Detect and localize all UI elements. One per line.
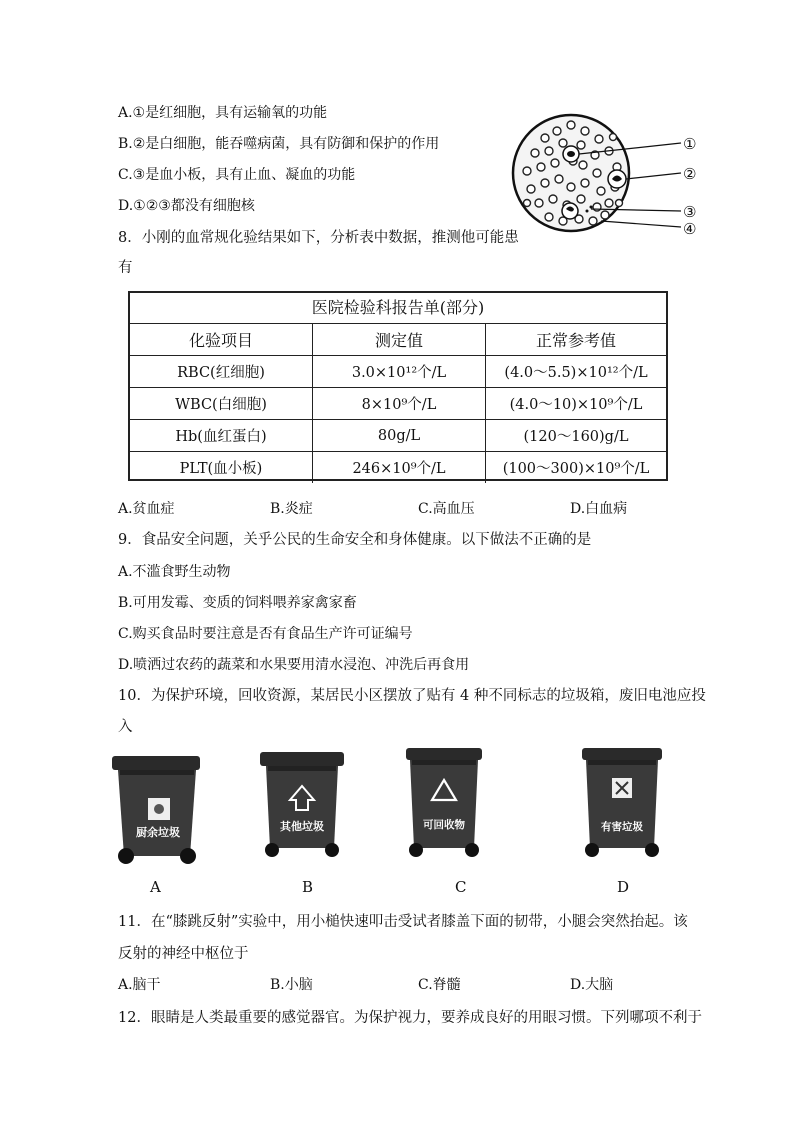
cell-item: RBC(红细胞): [130, 356, 313, 388]
report-title: 医院检验科报告单(部分): [130, 293, 666, 324]
bin-letter-a: A: [150, 878, 161, 896]
cell-item: Hb(血红蛋白): [130, 420, 313, 452]
q10-stem-line2: 入: [118, 719, 133, 735]
q8-stem-line1: 8．小刚的血常规化验结果如下，分析表中数据，推测他可能患: [118, 230, 519, 246]
q9-option-a: A.不滥食野生动物: [118, 564, 231, 580]
bin-letter-c: C: [455, 878, 467, 896]
bin-letter-d: D: [617, 878, 630, 896]
cell-reference: (120～160)g/L: [486, 420, 667, 452]
bin-hazardous: [582, 748, 682, 893]
q11-stem-line1: 11．在“膝跳反射”实验中，用小槌快速叩击受试者膝盖下面的韧带，小腿会突然抬起。该: [118, 914, 688, 930]
cell-reference: (4.0～5.5)×10¹²个/L: [486, 356, 667, 388]
trash-bin-icon: [582, 748, 682, 873]
q9-stem: 9．食品安全问题，关乎公民的生命安全和身体健康。以下做法不正确的是: [118, 532, 592, 548]
q7-option-d: D.①②③都没有细胞核: [118, 198, 255, 214]
bin-label: 有害垃圾: [601, 821, 643, 833]
cell-measured: 3.0×10¹²个/L: [313, 356, 486, 388]
lab-report-table: [128, 291, 668, 481]
trash-bin-icon: [108, 748, 208, 873]
q8-option-a: A.贫血症: [118, 501, 175, 517]
q8-stem-line2: 有: [118, 260, 133, 276]
bin-label: 其他垃圾: [280, 820, 324, 833]
q12-stem: 12．眼睛是人类最重要的感觉器官。为保护视力，要养成良好的用眼习惯。下列哪项不利于: [118, 1010, 702, 1026]
table-row: [130, 356, 666, 388]
q8-option-b: B.炎症: [270, 501, 313, 517]
bin-letter-b: B: [302, 878, 314, 896]
q11-option-c: C.脊髓: [418, 977, 461, 993]
label-3: ③: [683, 203, 697, 221]
q7-option-a: A.①是红细胞，具有运输氧的功能: [118, 105, 328, 121]
table-row: [130, 420, 666, 452]
label-1: ①: [683, 135, 697, 153]
q8-option-c: C.高血压: [418, 501, 475, 517]
cell-measured: 246×10⁹个/L: [313, 452, 486, 484]
q11-option-b: B.小脑: [270, 977, 313, 993]
table-row: [130, 388, 666, 420]
cell-measured: 8×10⁹个/L: [313, 388, 486, 420]
blood-cell-figure: [505, 103, 705, 248]
q9-option-b: B.可用发霉、变质的饲料喂养家禽家畜: [118, 595, 357, 611]
bin-recyclable: [406, 748, 506, 893]
cell-item: PLT(血小板): [130, 452, 313, 484]
q11-option-a: A.脑干: [118, 977, 161, 993]
q9-option-c: C.购买食品时要注意是否有食品生产许可证编号: [118, 626, 413, 642]
cell-reference: (4.0～10)×10⁹个/L: [486, 388, 667, 420]
header-item: 化验项目: [130, 324, 313, 356]
cell-measured: 80g/L: [313, 420, 486, 452]
bin-label: 可回收物: [423, 819, 465, 831]
q7-option-b: B.②是白细胞，能吞噬病菌，具有防御和保护的作用: [118, 136, 440, 152]
q7-option-c: C.③是血小板，具有止血、凝血的功能: [118, 167, 356, 183]
trash-bin-icon: [406, 748, 506, 873]
blood-smear-illustration: [505, 103, 705, 248]
label-2: ②: [683, 165, 697, 183]
q11-stem-line2: 反射的神经中枢位于: [118, 946, 249, 962]
q9-option-d: D.喷洒过农药的蔬菜和水果要用清水浸泡、冲洗后再食用: [118, 657, 470, 673]
table-header-row: [130, 324, 666, 356]
bin-kitchen-waste: [108, 748, 208, 893]
cell-item: WBC(白细胞): [130, 388, 313, 420]
q8-option-d: D.白血病: [570, 501, 628, 517]
trash-bin-icon: [254, 748, 354, 873]
cell-reference: (100～300)×10⁹个/L: [502, 461, 650, 477]
q11-option-d: D.大脑: [570, 977, 614, 993]
bin-label: 厨余垃圾: [136, 826, 180, 839]
label-4: ④: [683, 220, 697, 238]
q10-stem-line1: 10．为保护环境，回收资源，某居民小区摆放了贴有 4 种不同标志的垃圾箱，废旧电池应投: [118, 688, 706, 704]
table-row: [130, 452, 666, 484]
bin-other-waste: [254, 748, 354, 893]
header-measured: 测定值: [313, 324, 486, 356]
header-reference: 正常参考值: [486, 324, 667, 356]
